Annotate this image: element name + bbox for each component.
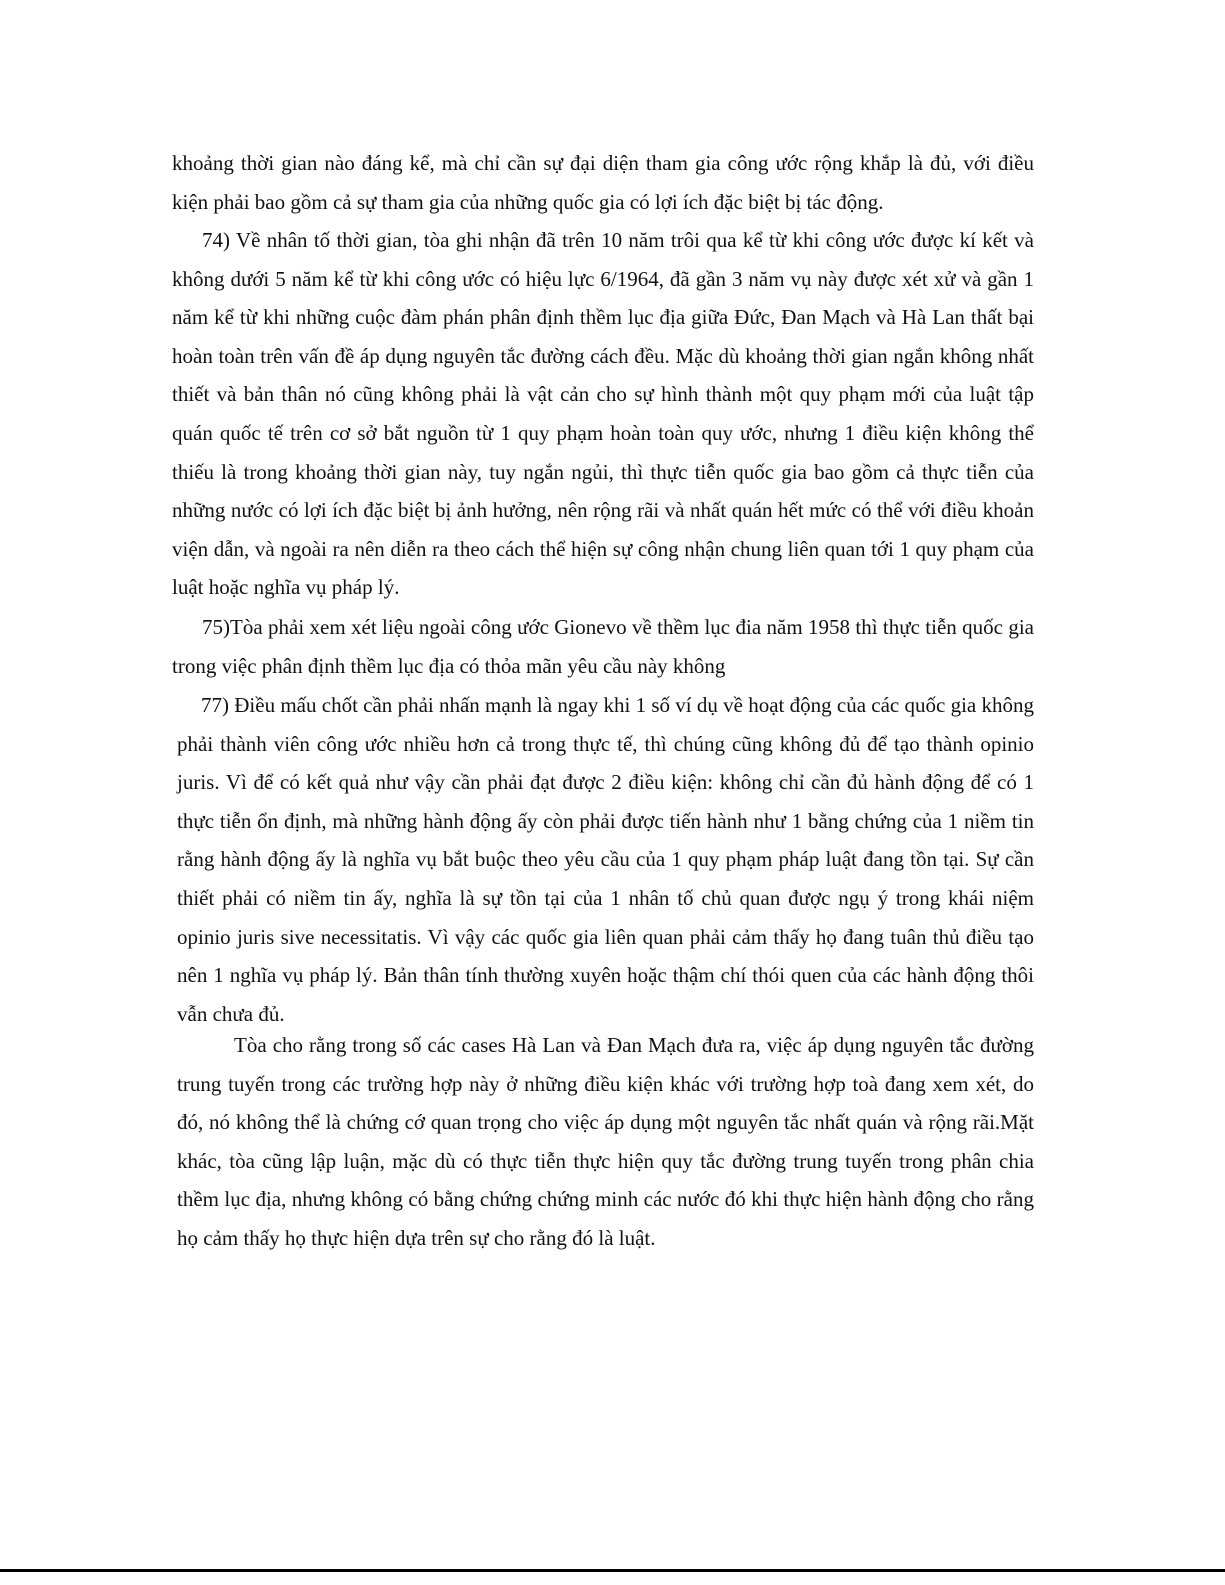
paragraph-74: 74) Về nhân tố thời gian, tòa ghi nhận đã trên 10 năm trôi qua kể từ khi công ước được kí kết và không dưới 5 năm kể từ khi công ước có hiệu lực 6/1964, đã gần 3 năm vụ này được xét xử và gần 1 năm kể từ khi những cuộc đàm phán phân định thềm lục địa giữa Đức, Đan Mạch và Hà Lan thất bại hoàn toàn trên vấn đề áp dụng nguyên tắc đường cách đều. Mặc dù khoảng thời gian ngắn không nhất thiết và bản thân nó cũng không phải là vật cản cho sự hình thành một quy phạm mới của luật tập quán quốc tế trên cơ sở bắt nguồn từ 1 quy phạm hoàn toàn quy ước, nhưng 1 điều kiện không thể thiếu là trong khoảng thời gian này, tuy ngắn ngủi, thì thực tiễn quốc gia bao gồm cả thực tiễn của những nước có lợi ích đặc biệt bị ảnh hưởng, nên rộng rãi và nhất quán hết mức có thể với điều khoản viện dẫn, và ngoài ra nên diễn ra theo cách thể hiện sự công nhận chung liên quan tới 1 quy phạm của luật hoặc nghĩa vụ pháp lý. [172, 228, 1034, 600]
paragraph-court-view: Tòa cho rằng trong số các cases Hà Lan và Đan Mạch đưa ra, việc áp dụng nguyên tắc đường trung tuyến trong các trường hợp này ở những điều kiện khác với trường hợp toà đang xem xét, do đó, nó không thể là chứng cớ quan trọng cho việc áp dụng một nguyên tắc nhất quán và rộng rãi.Mặt khác, tòa cũng lập luận, mặc dù có thực tiễn thực hiện quy tắc đường trung tuyến trong phân chia thềm lục địa, nhưng không có bằng chứng chứng minh các nước đó khi thực hiện hành động cho rằng họ cảm thấy họ thực hiện dựa trên sự cho rằng đó là luật. [177, 1033, 1034, 1250]
paragraph-77: 77) Điều mấu chốt cần phải nhấn mạnh là ngay khi 1 số ví dụ về hoạt động của các quốc gia không phải thành viên công ước nhiều hơn cả trong thực tế, thì chúng cũng không đủ để tạo thành opinio juris. Vì để có kết quả như vậy cần phải đạt được 2 điều kiện: không chỉ cần đủ hành động để có 1 thực tiễn ổn định, mà những hành động ấy còn phải được tiến hành như 1 bằng chứng của 1 niềm tin rằng hành động ấy là nghĩa vụ bắt buộc theo yêu cầu của 1 quy phạm pháp luật đang tồn tại. Sự cần thiết phải có niềm tin ấy, nghĩa là sự tồn tại của 1 nhân tố chủ quan được ngụ ý trong khái niệm opinio juris sive necessitatis. Vì vậy các quốc gia liên quan phải cảm thấy họ đang tuân thủ điều tạo nên 1 nghĩa vụ pháp lý. Bản thân tính thường xuyên hoặc thậm chí thói quen của các hành động thôi vẫn chưa đủ. [177, 693, 1034, 1026]
page-bottom-rule [0, 1569, 1225, 1572]
paragraph-75: 75)Tòa phải xem xét liệu ngoài công ước Gionevo về thềm lục đia năm 1958 thì thực tiễn quốc gia trong việc phân định thềm lục địa có thỏa mãn yêu cầu này không [172, 615, 1034, 678]
paragraph-continuation: khoảng thời gian nào đáng kể, mà chỉ cần sự đại diện tham gia công ước rộng khắp là đủ, với điều kiện phải bao gồm cả sự tham gia của những quốc gia có lợi ích đặc biệt bị tác động. [172, 151, 1034, 214]
